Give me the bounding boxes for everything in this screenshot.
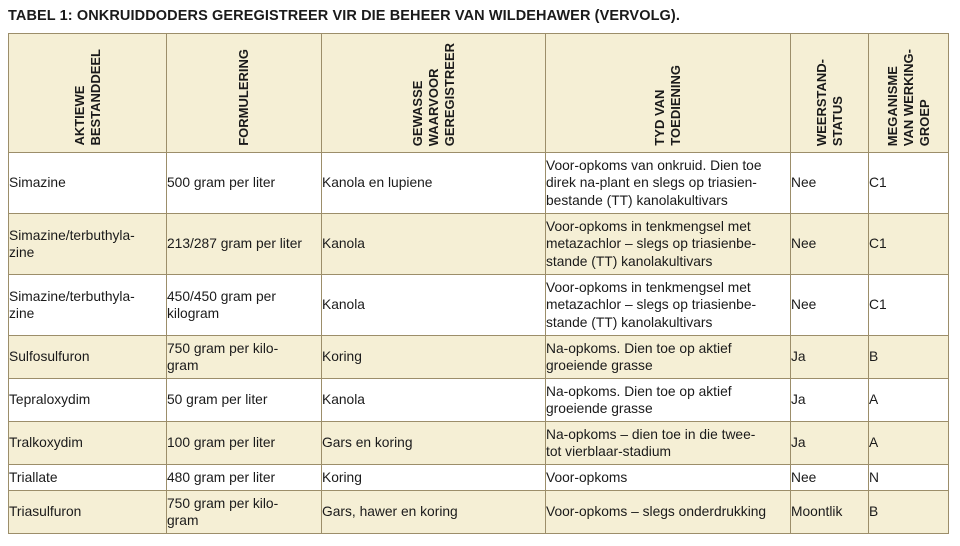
header-cell-formulation [167,34,322,153]
table-cell: 480 gram per liter [167,465,322,491]
table-cell: Na-opkoms. Dien toe op aktief groeiende grasse [546,379,791,422]
table-cell: Voor-opkoms van onkruid. Dien toe direk na-plant en slegs op triasien- bestande (TT) kanolakultivars [546,153,791,214]
herbicide-table [8,33,949,534]
table-cell: B [869,491,949,534]
table-cell: A [869,379,949,422]
table-cell: Triasulfuron [9,491,167,534]
table-cell: Voor-opkoms – slegs onderdrukking [546,491,791,534]
table-row [9,422,949,465]
table-cell: Kanola [322,275,546,336]
table-cell: Simazine [9,153,167,214]
table-cell: A [869,422,949,465]
header-label: FORMULERING [236,49,251,146]
header-cell-mode-of-action [869,34,949,153]
table-cell: Moontlik [791,491,869,534]
table-cell: Simazine/terbuthyla- zine [9,275,167,336]
header-label: MEGANISME VAN WERKING- GROEP [884,48,932,146]
table-cell: N [869,465,949,491]
table-row [9,214,949,275]
table-cell: B [869,336,949,379]
table-cell: Voor-opkoms in tenkmengsel met metazachlor – slegs op triasienbe- stande (TT) kanolakultivars [546,214,791,275]
table-title: TABEL 1: ONKRUIDDODERS GEREGISTREER VIR DIE BEHEER VAN WILDEHAWER (VERVOLG). [8,8,680,24]
table-cell: 100 gram per liter [167,422,322,465]
table-cell: Nee [791,153,869,214]
table-cell: Koring [322,465,546,491]
table-cell: 500 gram per liter [167,153,322,214]
table-cell: Sulfosulfuron [9,336,167,379]
table-row [9,379,949,422]
table-cell: Gars, hawer en koring [322,491,546,534]
table-cell: Na-opkoms – dien toe in die twee- tot vierblaar-stadium [546,422,791,465]
table-cell: Ja [791,422,869,465]
header-cell-active-ingredient [9,34,167,153]
table-row [9,336,949,379]
table-cell: Kanola [322,214,546,275]
table-cell: Kanola en lupiene [322,153,546,214]
header-cell-resistance-status [791,34,869,153]
table-cell: Kanola [322,379,546,422]
header-cell-application-time [546,34,791,153]
table-row [9,465,949,491]
table-cell: 50 gram per liter [167,379,322,422]
header-row [9,34,949,153]
table-cell: Na-opkoms. Dien toe op aktief groeiende grasse [546,336,791,379]
table-cell: 750 gram per kilo- gram [167,336,322,379]
table-cell: Simazine/terbuthyla- zine [9,214,167,275]
table-cell: Triallate [9,465,167,491]
table-cell: Voor-opkoms in tenkmengsel met metazachlor – slegs op triasienbe- stande (TT) kanolakultivars [546,275,791,336]
table-cell: Nee [791,275,869,336]
table-cell: Nee [791,214,869,275]
table-cell: Tepraloxydim [9,379,167,422]
header-cell-crops [322,34,546,153]
table-row [9,491,949,534]
header-label: GEWASSE WAARVOOR GEREGISTREER [409,42,457,146]
table-cell: Nee [791,465,869,491]
table-cell: Ja [791,336,869,379]
table-cell: C1 [869,275,949,336]
table-cell: C1 [869,153,949,214]
table-row [9,153,949,214]
table-cell: C1 [869,214,949,275]
table-row [9,275,949,336]
table-cell: Gars en koring [322,422,546,465]
table-cell: 750 gram per kilo- gram [167,491,322,534]
table-cell: Koring [322,336,546,379]
header-label: AKTIEWE BESTANDDEEL [71,49,103,146]
table-cell: Voor-opkoms [546,465,791,491]
table-cell: Tralkoxydim [9,422,167,465]
header-label: WEERSTAND- STATUS [813,58,845,146]
table-cell: 213/287 gram per liter [167,214,322,275]
header-label: TYD VAN TOEDIENING [652,65,683,146]
table-cell: Ja [791,379,869,422]
table-cell: 450/450 gram per kilogram [167,275,322,336]
